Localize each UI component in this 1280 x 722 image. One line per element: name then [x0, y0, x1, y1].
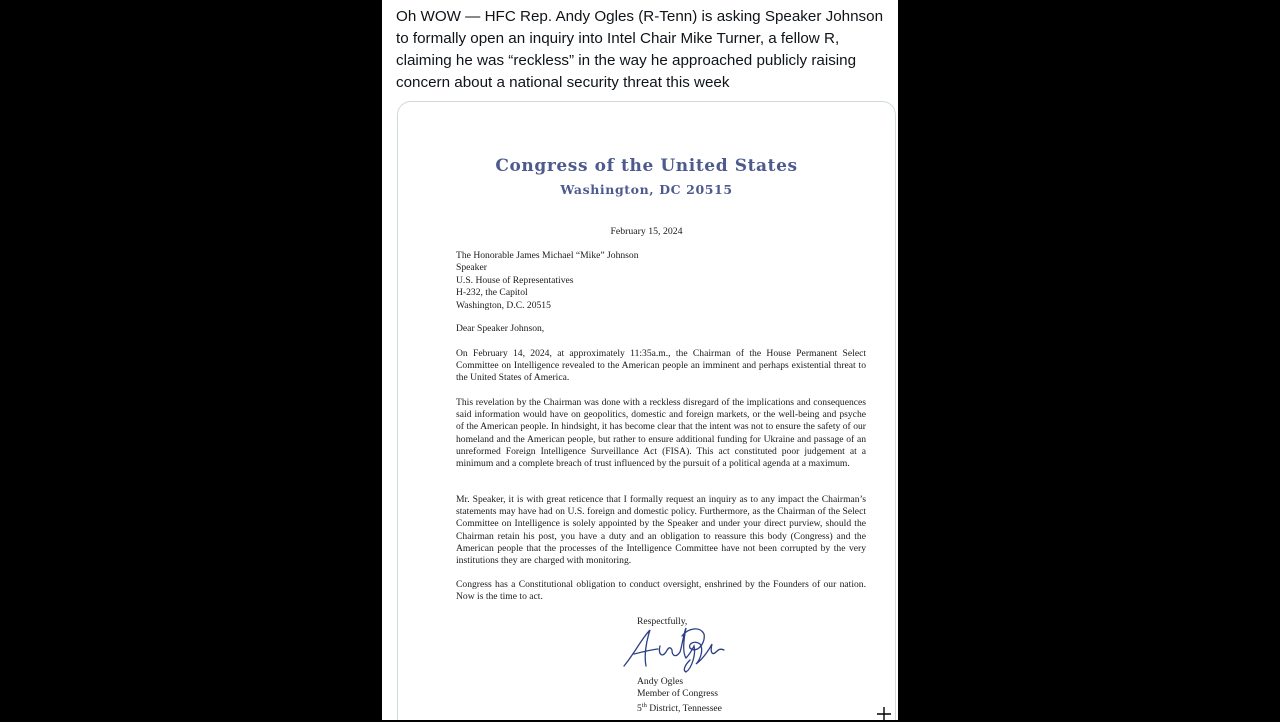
address-line: H-232, the Capitol	[456, 287, 528, 299]
signature-block	[637, 676, 722, 713]
address-line: Speaker	[456, 262, 487, 274]
district-number: 5	[637, 703, 642, 715]
tweet-panel	[382, 0, 898, 720]
address-line: The Honorable James Michael “Mike” Johnson	[456, 250, 639, 261]
salutation: Dear Speaker Johnson,	[456, 323, 545, 334]
district-name: District, Tennessee	[646, 703, 722, 715]
address-line: U.S. House of Representatives	[456, 274, 574, 286]
signer-name: Andy Ogles	[637, 676, 684, 687]
district-ordinal: th	[641, 702, 647, 710]
signer-title: Member of Congress	[637, 688, 718, 700]
letterhead-title: Congress of the United States	[495, 156, 798, 176]
letter-date: February 15, 2024	[610, 226, 683, 237]
letter-paragraph: Mr. Speaker, it is with great reticence that I formally request an inquiry as to any impact the Chairman’s statements may have had on U.S. foreign and domestic policy. Furthermore, as the Chairman of the Select Committee on Intelligence is solely appointed by the Speaker and under your direct purview, should the Chairman retain his post, you have a duty and an obligation to reassure this body (Congress) and the American people that the processes of the Intelligence Committee have not been corrupted by the very institutions they are charged with monitoring.	[456, 494, 866, 567]
letter-paragraph: On February 14, 2024, at approximately 11:35a.m., the Chairman of the House Permanent Select Committee on Intelligence revealed to the American people an imminent and perhaps existential threat to the United States of America.	[456, 348, 866, 384]
tweet-text: Oh WOW — HFC Rep. Andy Ogles (R-Tenn) is asking Speaker Johnson to formally open an inquiry into Intel Chair Mike Turner, a fellow R, claiming he was “reckless” in the way he approached publicly raising concern about a national security threat this week	[396, 8, 884, 91]
letterhead-subtitle: Washington, DC 20515	[560, 182, 733, 197]
address-line: Washington, D.C. 20515	[456, 299, 551, 311]
recipient-address	[456, 250, 639, 312]
tweet-media-image[interactable]	[397, 101, 896, 720]
closing: Respectfully,	[637, 616, 688, 627]
letter-paragraph: Congress has a Constitutional obligation to conduct oversight, enshrined by the Founders of our nation. Now is the time to act.	[456, 579, 866, 603]
signature	[620, 624, 730, 674]
letter-paragraph: This revelation by the Chairman was done with a reckless disregard of the implications and consequences said information would have on geopolitics, domestic and foreign markets, or the well-being and psyche of the American people. In hindsight, it has become clear that the intent was not to ensure the safety of our homeland and the American people, but rather to ensure additional funding for Ukraine and passage of an unreformed Foreign Intelligence Surveillance Act (FISA). This act constituted poor judgement at a minimum and a complete breach of trust influenced by the pursuit of a political agenda at a maximum.	[456, 397, 866, 470]
signer-district	[637, 700, 722, 715]
